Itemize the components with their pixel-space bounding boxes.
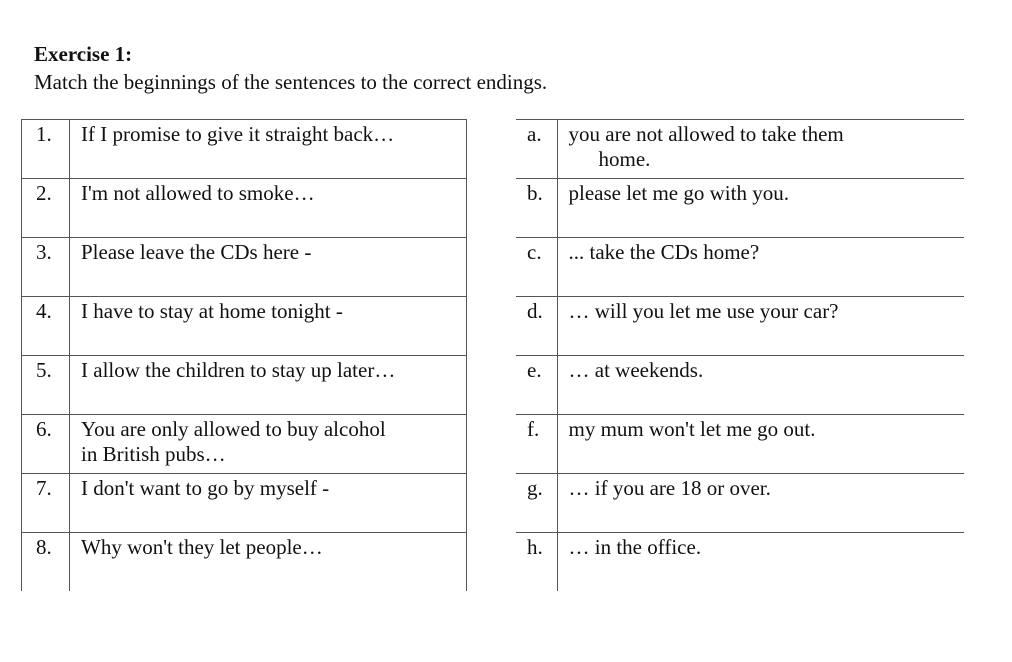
item-number: 6.: [22, 415, 70, 474]
endings-table: [516, 119, 964, 591]
sentence-ending: … in the office.: [557, 533, 964, 592]
sentence-beginning: I have to stay at home tonight -: [70, 297, 467, 356]
table-row: [22, 474, 467, 533]
item-number: 8.: [22, 533, 70, 592]
sentence-beginning-line-2: in British pubs…: [81, 442, 226, 466]
exercise-title: Exercise 1:: [34, 42, 133, 66]
sentence-ending: … if you are 18 or over.: [557, 474, 964, 533]
table-row: [22, 356, 467, 415]
table-row: [22, 297, 467, 356]
sentence-ending: please let me go with you.: [557, 179, 964, 238]
sentence-beginning: Please leave the CDs here -: [70, 238, 467, 297]
table-row: [22, 415, 467, 474]
item-letter: b.: [516, 179, 557, 238]
sentence-beginning: [70, 415, 467, 474]
exercise-instruction: Match the beginnings of the sentences to the correct endings.: [34, 70, 548, 94]
item-letter: g.: [516, 474, 557, 533]
beginnings-table: [21, 119, 467, 591]
table-row: [22, 120, 467, 179]
sentence-beginning: I allow the children to stay up later…: [70, 356, 467, 415]
table-row: [516, 356, 964, 415]
table-row: [22, 533, 467, 592]
sentence-ending-line-2: home.: [598, 147, 651, 171]
table-row: [516, 297, 964, 356]
table-row: [516, 533, 964, 592]
item-number: 3.: [22, 238, 70, 297]
sentence-ending: [557, 120, 964, 179]
sentence-ending: ... take the CDs home?: [557, 238, 964, 297]
item-letter: h.: [516, 533, 557, 592]
table-row: [516, 415, 964, 474]
sentence-ending: my mum won't let me go out.: [557, 415, 964, 474]
table-row: [22, 238, 467, 297]
table-row: [22, 179, 467, 238]
item-letter: c.: [516, 238, 557, 297]
item-letter: a.: [516, 120, 557, 179]
sentence-beginning: I don't want to go by myself -: [70, 474, 467, 533]
item-number: 4.: [22, 297, 70, 356]
table-row: [516, 238, 964, 297]
item-number: 2.: [22, 179, 70, 238]
table-row: [516, 474, 964, 533]
item-letter: d.: [516, 297, 557, 356]
sentence-beginning-line-1: You are only allowed to buy alcohol: [81, 417, 386, 441]
sentence-ending: … at weekends.: [557, 356, 964, 415]
sentence-beginning: If I promise to give it straight back…: [70, 120, 467, 179]
sentence-ending: … will you let me use your car?: [557, 297, 964, 356]
item-number: 5.: [22, 356, 70, 415]
item-letter: f.: [516, 415, 557, 474]
item-number: 1.: [22, 120, 70, 179]
item-number: 7.: [22, 474, 70, 533]
item-letter: e.: [516, 356, 557, 415]
sentence-beginning: Why won't they let people…: [70, 533, 467, 592]
sentence-ending-line-1: you are not allowed to take them: [568, 122, 844, 146]
table-row: [516, 179, 964, 238]
table-row: [516, 120, 964, 179]
sentence-beginning: I'm not allowed to smoke…: [70, 179, 467, 238]
